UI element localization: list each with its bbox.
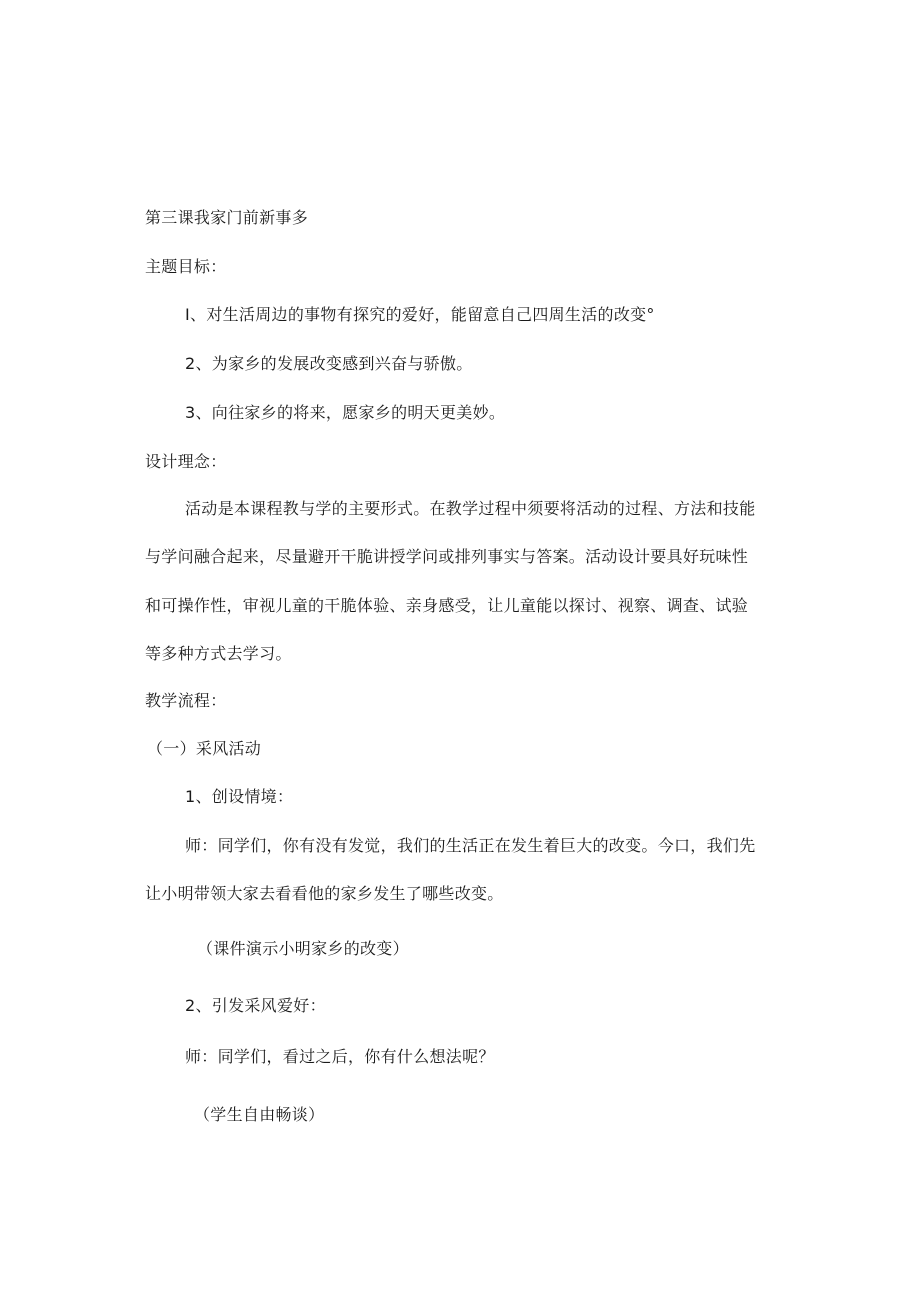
teacher-line: 师：同学们，你有没有发觉，我们的生活正在发生着巨大的改变。今口，我们先 — [185, 836, 756, 855]
step-heading: 1、创设情境： — [185, 787, 294, 806]
stage-note: （课件演示小明家乡的改变） — [197, 939, 409, 958]
goal-item: 3、向往家乡的将来，愿家乡的明天更美妙。 — [185, 403, 506, 422]
teacher-line: 让小明带领大家去看看他的家乡发生了哪些改变。 — [145, 884, 504, 903]
stage-note: （学生自由畅谈） — [194, 1105, 325, 1124]
step-heading: 2、引发采风爱好： — [185, 996, 326, 1015]
goal-item: I、对生活周边的事物有探究的爱好，能留意自己四周生活的改变° — [185, 305, 655, 324]
section-heading: （一）采风活动 — [147, 739, 262, 758]
goals-heading: 主题目标： — [145, 257, 227, 276]
flow-heading: 教学流程： — [145, 691, 227, 710]
concept-paragraph-line: 和可操作性，审视儿童的干脆体验、亲身感受，让儿童能以探讨、视察、调查、试验 — [145, 596, 749, 615]
concept-paragraph-line: 与学问融合起来，尽量避开干脆讲授学问或排列事实与答案。活动设计要具好玩味性 — [145, 547, 749, 566]
lesson-title: 第三课我家门前新事多 — [145, 208, 309, 227]
concept-paragraph-line: 活动是本课程教与学的主要形式。在教学过程中须要将活动的过程、方法和技能 — [185, 499, 756, 518]
teacher-line: 师：同学们，看过之后，你有什么想法呢？ — [185, 1047, 495, 1066]
goal-item: 2、为家乡的发展改变感到兴奋与骄傲。 — [185, 354, 473, 373]
concept-paragraph-line: 等多种方式去学习。 — [145, 644, 292, 663]
concept-heading: 设计理念： — [145, 452, 227, 471]
